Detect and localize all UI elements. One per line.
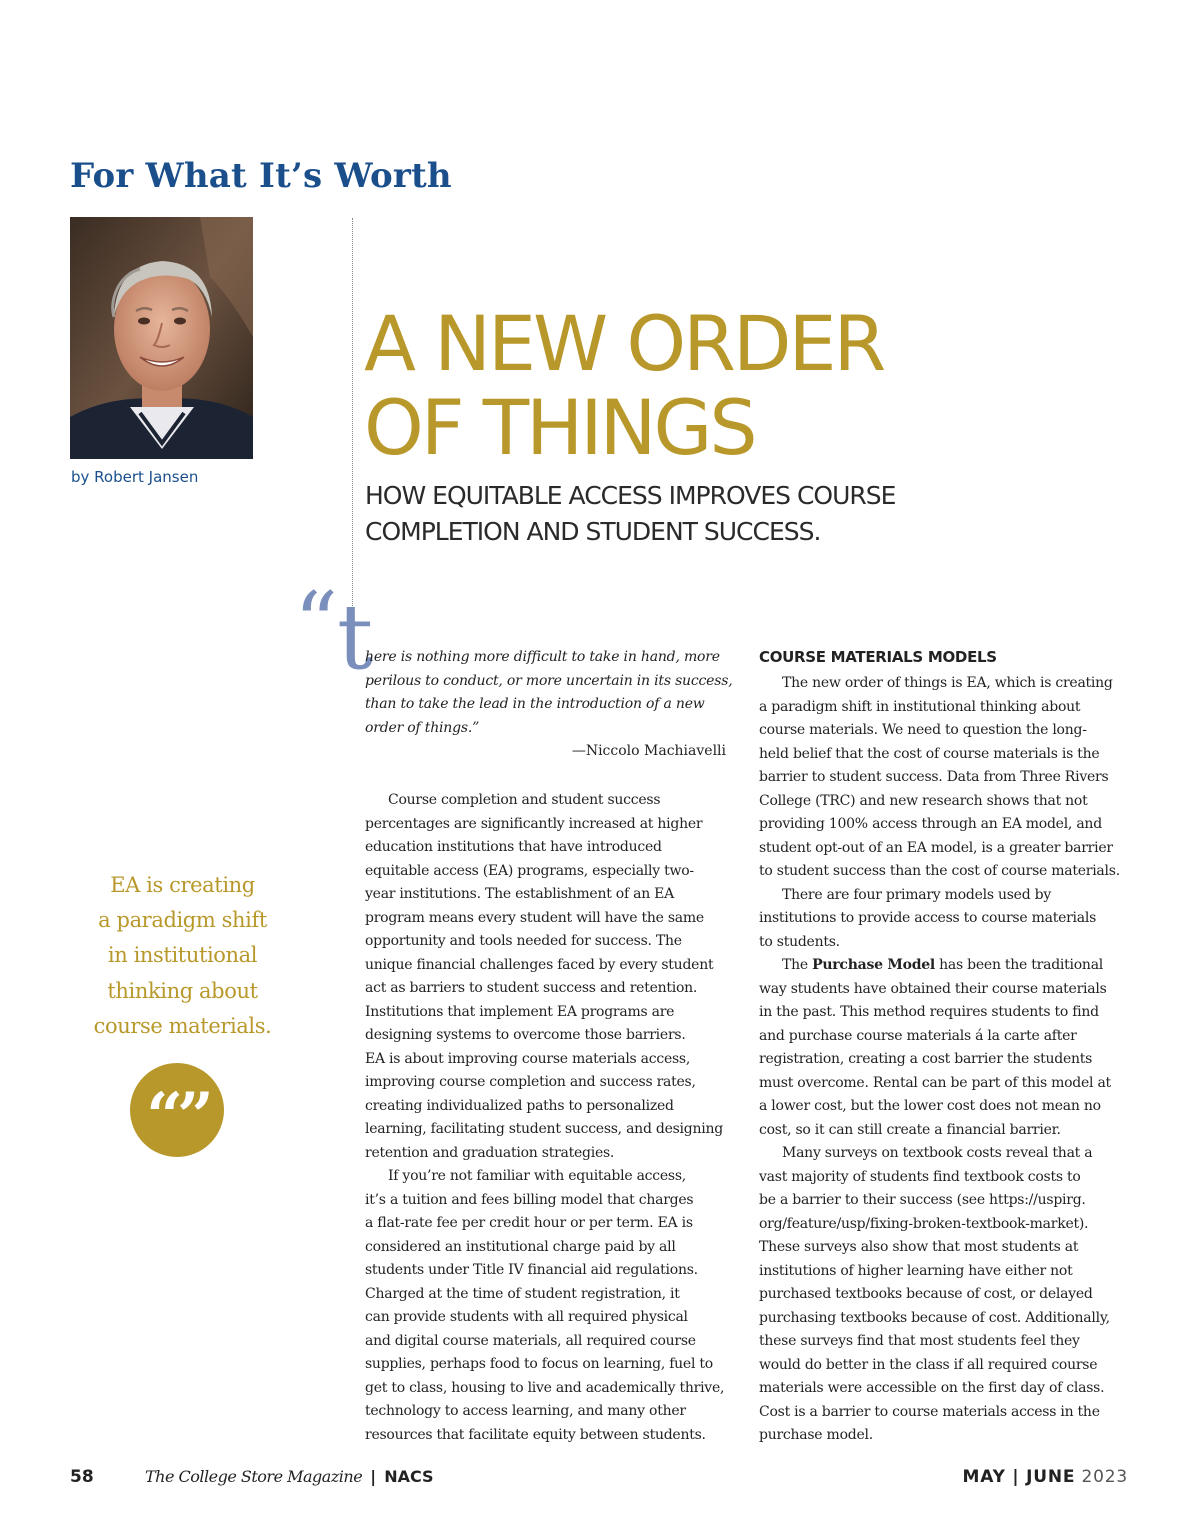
body-text-line: and digital course materials, all required course [365, 1332, 696, 1349]
pullquote-line: a paradigm shift [98, 908, 267, 933]
body-text-line: retention and graduation strategies. [365, 1144, 615, 1161]
body-text-line: learning, facilitating student success, and designing [365, 1121, 723, 1137]
body-text-line: to students. [759, 933, 840, 950]
body-text-line: be a barrier to their success (see https://uspirg. [759, 1192, 1086, 1208]
article-column-2 [759, 672, 1120, 1448]
body-text-line [759, 954, 1120, 978]
body-text-line: a flat-rate fee per credit hour or per term. EA is [365, 1215, 693, 1231]
headline [364, 299, 884, 472]
pullquote [70, 868, 295, 1044]
epigraph-line: than to take the lead in the introduction of a new [365, 696, 705, 712]
body-text-line: would do better in the class if all required course [759, 1356, 1098, 1373]
body-text-line: a paradigm shift in institutional thinking about [759, 698, 1081, 715]
body-text-line: There are four primary models used by [782, 886, 1051, 903]
body-text-line: considered an institutional charge paid by all [365, 1238, 676, 1255]
headline-line: A NEW ORDER [364, 299, 884, 388]
body-text-line: materials were accessible on the first day of class. [759, 1380, 1105, 1396]
body-text-line: course materials. We need to question the long- [759, 722, 1087, 738]
headline-line: OF THINGS [364, 383, 755, 472]
page-number: 58 [70, 1467, 94, 1487]
body-text-line: EA is about improving course materials access, [365, 1050, 691, 1067]
subheadline [365, 478, 895, 550]
epigraph-attribution: —Niccolo Machiavelli [571, 743, 726, 759]
body-text-line: providing 100% access through an EA model, and [759, 816, 1102, 832]
body-text-line: Charged at the time of student registration, it [365, 1285, 680, 1302]
organization-name: NACS [384, 1467, 434, 1486]
author-photo [70, 217, 253, 459]
body-text-line: Many surveys on textbook costs reveal that a [782, 1145, 1093, 1161]
body-text-line: it’s a tuition and fees billing model that charges [365, 1191, 694, 1208]
body-text-line: institutions to provide access to course materials [759, 910, 1097, 926]
issue-date [963, 1467, 1128, 1487]
body-text-line: Institutions that implement EA programs are [365, 1003, 675, 1020]
issue-months: MAY | JUNE [962, 1467, 1076, 1487]
dropcap-letter: t [337, 585, 374, 690]
pullquote-line: EA is creating [110, 873, 255, 897]
text-run: The [782, 957, 813, 973]
text-run: has been the traditional [934, 957, 1104, 973]
body-text-line: College (TRC) and new research shows that not [759, 792, 1088, 809]
body-text-line: barrier to student success. Data from Three Rivers [759, 769, 1109, 785]
body-text-line: these surveys find that most students feel they [759, 1333, 1080, 1349]
body-text-line: program means every student will have the same [365, 909, 704, 926]
body-text-line: supplies, perhaps food to focus on learning, fuel to [365, 1356, 713, 1372]
body-text-line: education institutions that have introduced [365, 839, 662, 855]
body-text-line: The new order of things is EA, which is creating [782, 675, 1113, 691]
body-text-line: opportunity and tools needed for success. The [365, 933, 682, 949]
footer-publication [145, 1467, 434, 1486]
body-text-line: technology to access learning, and many other [365, 1403, 686, 1419]
body-text-line: unique financial challenges faced by every student [365, 956, 714, 973]
body-text-line: in the past. This method requires students to find [759, 1004, 1099, 1020]
body-text-line: improving course completion and success rates, [365, 1074, 696, 1090]
column-divider [352, 218, 353, 648]
pullquote-line: course materials. [93, 1013, 272, 1038]
body-text-line: to student success than the cost of course materials. [759, 863, 1120, 879]
body-text-line: year institutions. The establishment of an EA [365, 886, 674, 902]
body-text-line: Course completion and student success [388, 792, 661, 808]
body-text-line: purchase model. [759, 1427, 873, 1443]
body-text-line: purchasing textbooks because of cost. Additionally, [759, 1309, 1110, 1326]
article-column-1 [365, 789, 724, 1447]
byline: by Robert Jansen [71, 468, 199, 486]
pullquote-line: in institutional [107, 943, 258, 968]
body-text-line: vast majority of students find textbook costs to [759, 1168, 1081, 1185]
dropcap-quote-mark: “ [294, 574, 338, 674]
body-text-line: purchased textbooks because of cost, or delayed [759, 1286, 1093, 1302]
body-text-line: designing systems to overcome those barriers. [365, 1027, 686, 1043]
body-text-line: and purchase course materials á la carte after [759, 1027, 1077, 1044]
section-title: For What It’s Worth [70, 156, 452, 196]
quote-badge-icon: “” [130, 1063, 224, 1157]
body-text-line: percentages are significantly increased at higher [365, 815, 703, 832]
body-text-line: If you’re not familiar with equitable access, [388, 1168, 686, 1184]
body-text-line: resources that facilitate equity between students. [365, 1426, 706, 1443]
body-text-line: cost, so it can still create a financial barrier. [759, 1121, 1061, 1138]
body-text-line: get to class, housing to live and academically thrive, [365, 1379, 725, 1396]
body-text-line: equitable access (EA) programs, especially two- [365, 862, 694, 879]
magazine-name: The College Store Magazine [145, 1467, 363, 1486]
epigraph-line: order of things.” [365, 719, 480, 736]
body-text-line: can provide students with all required physical [365, 1309, 688, 1325]
body-text-line: act as barriers to student success and retention. [365, 980, 698, 996]
body-text-line: way students have obtained their course materials [759, 980, 1107, 997]
epigraph [365, 646, 733, 740]
epigraph-line: here is nothing more difficult to take in hand, more [365, 649, 720, 665]
body-text-line: These surveys also show that most students at [759, 1239, 1079, 1255]
footer-separator: | [370, 1467, 377, 1486]
body-text-line: institutions of higher learning have either not [759, 1262, 1073, 1279]
body-text-line: Cost is a barrier to course materials access in the [759, 1403, 1100, 1420]
body-text-line: org/feature/usp/fixing-broken-textbook-market). [759, 1215, 1089, 1232]
bold-term: Purchase Model [812, 957, 935, 973]
subheadline-line: COMPLETION AND STUDENT SUCCESS. [365, 517, 821, 546]
epigraph-line: perilous to conduct, or more uncertain in its success, [365, 672, 733, 689]
body-text-line: registration, creating a cost barrier the students [759, 1051, 1093, 1067]
section-heading: COURSE MATERIALS MODELS [759, 648, 997, 666]
body-text-line: students under Title IV financial aid regulations. [365, 1262, 698, 1278]
issue-year: 2023 [1081, 1467, 1128, 1487]
body-text-line: held belief that the cost of course materials is the [759, 745, 1100, 762]
body-text-line: student opt-out of an EA model, is a greater barrier [759, 839, 1113, 856]
body-text-line: must overcome. Rental can be part of this model at [759, 1074, 1111, 1091]
pullquote-line: thinking about [107, 978, 258, 1003]
body-text-line: creating individualized paths to personalized [365, 1097, 674, 1114]
subheadline-line: HOW EQUITABLE ACCESS IMPROVES COURSE [365, 481, 896, 510]
body-text-line: a lower cost, but the lower cost does not mean no [759, 1098, 1101, 1114]
